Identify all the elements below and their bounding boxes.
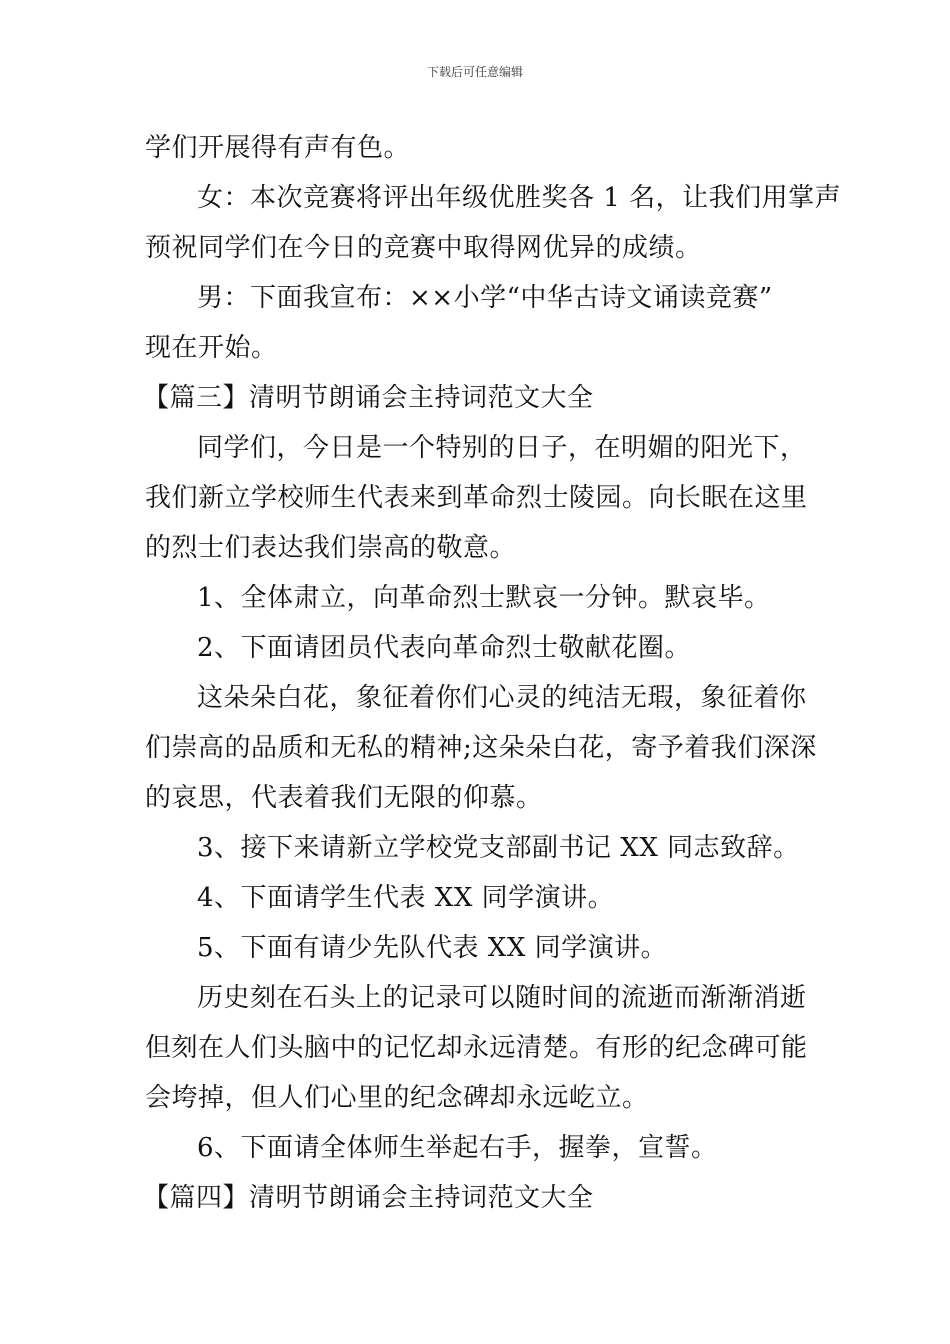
- list-item: 2、下面请团员代表向革命烈士敬献花圈。: [197, 633, 692, 663]
- text-line: 学们开展得有声有色。: [145, 133, 411, 163]
- text-line: 现在开始。: [145, 333, 278, 363]
- list-item: 1、全体肃立，向革命烈士默哀一分钟。默哀毕。: [197, 583, 771, 613]
- text-line: 们崇高的品质和无私的精神;这朵朵白花，寄予着我们深深: [145, 733, 817, 763]
- page-header-note: 下载后可任意编辑: [426, 65, 523, 79]
- text-line: 同学们，今日是一个特别的日子，在明媚的阳光下，: [197, 433, 807, 463]
- list-item: 3、接下来请新立学校党支部副书记 XX 同志致辞。: [197, 833, 800, 863]
- document-body: [143, 123, 842, 1223]
- text-line: 的哀思，代表着我们无限的仰慕。: [145, 783, 543, 813]
- text-line: 预祝同学们在今日的竞赛中取得网优异的成绩。: [145, 233, 702, 263]
- text-line: 的烈士们表达我们崇高的敬意。: [145, 533, 517, 563]
- text-line: 男：下面我宣布：××小学“中华古诗文诵读竞赛”: [197, 283, 773, 313]
- text-line: 女：本次竞赛将评出年级优胜奖各 1 名，让我们用掌声: [197, 183, 842, 213]
- list-item: 4、下面请学生代表 XX 同学演讲。: [197, 883, 615, 913]
- text-line: 这朵朵白花，象征着你们心灵的纯洁无瑕，象征着你: [197, 683, 807, 713]
- text-line: 历史刻在石头上的记录可以随时间的流逝而渐渐消逝: [197, 983, 807, 1013]
- text-line: 我们新立学校师生代表来到革命烈士陵园。向长眠在这里: [145, 483, 808, 513]
- text-line: 会垮掉，但人们心里的纪念碑却永远屹立。: [145, 1083, 649, 1113]
- section-heading: 【篇四】清明节朗诵会主持词范文大全: [143, 1183, 594, 1213]
- text-line: 但刻在人们头脑中的记忆却永远清楚。有形的纪念碑可能: [145, 1033, 808, 1063]
- list-item: 5、下面有请少先队代表 XX 同学演讲。: [197, 933, 668, 963]
- list-item: 6、下面请全体师生举起右手，握拳，宣誓。: [197, 1133, 718, 1163]
- section-heading: 【篇三】清明节朗诵会主持词范文大全: [143, 383, 594, 413]
